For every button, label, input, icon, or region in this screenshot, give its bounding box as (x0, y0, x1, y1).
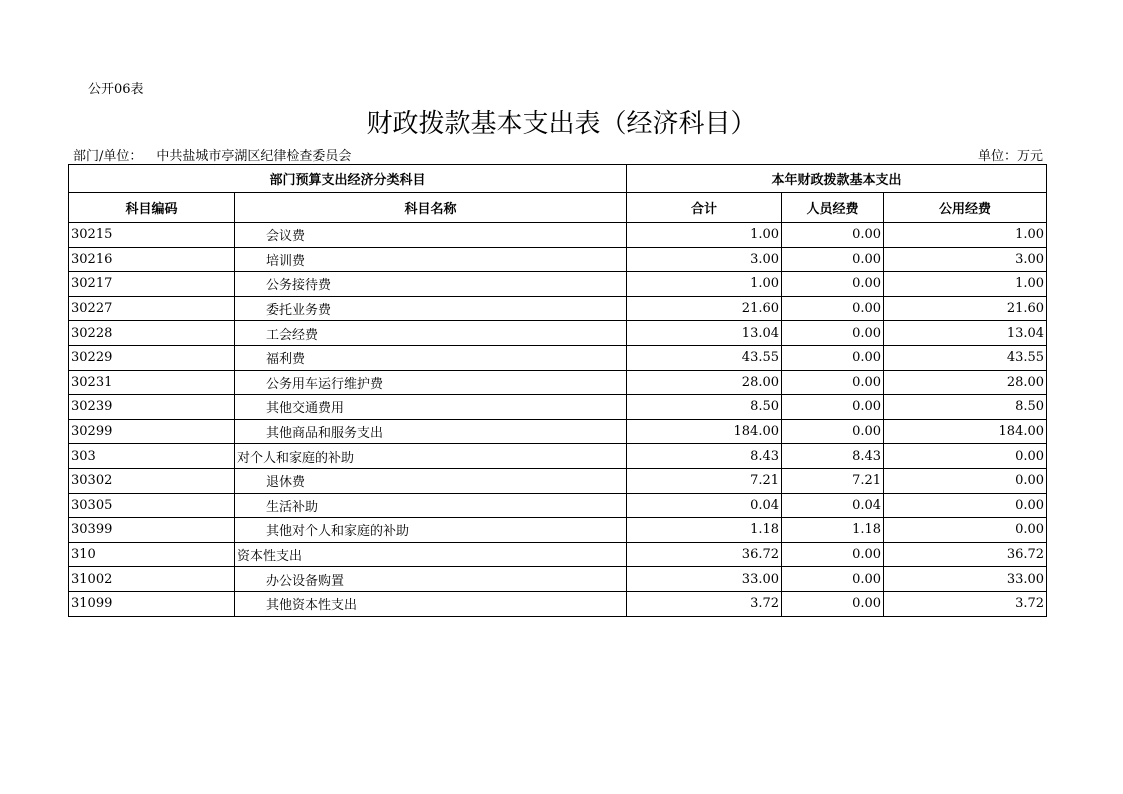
row-personnel: 0.00 (782, 345, 884, 370)
row-personnel: 0.00 (782, 395, 884, 420)
header-total: 合计 (627, 193, 782, 223)
row-personnel: 0.00 (782, 223, 884, 248)
department-line (73, 145, 351, 164)
row-code: 30217 (69, 272, 235, 297)
row-personnel: 0.00 (782, 296, 884, 321)
row-personnel: 0.00 (782, 272, 884, 297)
row-public: 0.00 (884, 444, 1047, 469)
row-name: 公务接待费 (235, 272, 627, 297)
header-group-basic-expenditure: 本年财政拨款基本支出 (627, 165, 1047, 193)
header-name: 科目名称 (235, 193, 627, 223)
row-personnel: 0.00 (782, 321, 884, 346)
row-name: 其他对个人和家庭的补助 (235, 518, 627, 543)
header-group-classification: 部门预算支出经济分类科目 (69, 165, 627, 193)
table-row (69, 419, 1047, 444)
table-row (69, 468, 1047, 493)
unit-label: 单位：万元 (977, 149, 1043, 164)
row-personnel: 0.04 (782, 493, 884, 518)
row-total: 3.72 (627, 591, 782, 616)
row-name: 会议费 (235, 223, 627, 248)
row-personnel: 0.00 (782, 370, 884, 395)
table-row (69, 321, 1047, 346)
row-name: 其他资本性支出 (235, 591, 627, 616)
table-row (69, 395, 1047, 420)
row-personnel: 8.43 (782, 444, 884, 469)
row-name: 资本性支出 (235, 542, 627, 567)
row-public: 3.72 (884, 591, 1047, 616)
row-name: 退休费 (235, 468, 627, 493)
row-public: 8.50 (884, 395, 1047, 420)
row-name: 培训费 (235, 247, 627, 272)
header-public: 公用经费 (884, 193, 1047, 223)
row-code: 31002 (69, 567, 235, 592)
table-row (69, 272, 1047, 297)
row-public: 1.00 (884, 223, 1047, 248)
row-name: 对个人和家庭的补助 (235, 444, 627, 469)
row-public: 0.00 (884, 493, 1047, 518)
row-total: 13.04 (627, 321, 782, 346)
row-code: 30228 (69, 321, 235, 346)
row-code: 30227 (69, 296, 235, 321)
row-public: 36.72 (884, 542, 1047, 567)
row-personnel: 1.18 (782, 518, 884, 543)
row-public: 0.00 (884, 518, 1047, 543)
table-row (69, 591, 1047, 616)
table-row (69, 296, 1047, 321)
row-name: 其他交通费用 (235, 395, 627, 420)
table-row (69, 518, 1047, 543)
row-public: 184.00 (884, 419, 1047, 444)
row-public: 13.04 (884, 321, 1047, 346)
row-code: 303 (69, 444, 235, 469)
row-public: 21.60 (884, 296, 1047, 321)
row-total: 28.00 (627, 370, 782, 395)
table-row (69, 567, 1047, 592)
row-personnel: 0.00 (782, 542, 884, 567)
expenditure-table (68, 164, 1047, 617)
row-public: 0.00 (884, 468, 1047, 493)
row-code: 30302 (69, 468, 235, 493)
department-name: 中共盐城市亭湖区纪律检查委员会 (156, 149, 352, 164)
row-code: 30239 (69, 395, 235, 420)
row-code: 30231 (69, 370, 235, 395)
row-name: 办公设备购置 (235, 567, 627, 592)
row-personnel: 0.00 (782, 567, 884, 592)
row-name: 生活补助 (235, 493, 627, 518)
table-row (69, 370, 1047, 395)
row-name: 福利费 (235, 345, 627, 370)
row-public: 3.00 (884, 247, 1047, 272)
row-personnel: 0.00 (782, 591, 884, 616)
row-code: 30229 (69, 345, 235, 370)
row-code: 310 (69, 542, 235, 567)
table-row (69, 542, 1047, 567)
table-body (69, 223, 1047, 617)
row-total: 36.72 (627, 542, 782, 567)
department-label: 部门/单位： (73, 149, 143, 164)
header-code: 科目编码 (69, 193, 235, 223)
row-total: 8.50 (627, 395, 782, 420)
row-total: 21.60 (627, 296, 782, 321)
row-total: 3.00 (627, 247, 782, 272)
row-name: 其他商品和服务支出 (235, 419, 627, 444)
row-total: 0.04 (627, 493, 782, 518)
page-title: 财政拨款基本支出表（经济科目） (366, 109, 757, 139)
table-row (69, 444, 1047, 469)
table-row (69, 223, 1047, 248)
table-row (69, 247, 1047, 272)
row-code: 31099 (69, 591, 235, 616)
row-total: 33.00 (627, 567, 782, 592)
row-name: 工会经费 (235, 321, 627, 346)
header-personnel: 人员经费 (782, 193, 884, 223)
row-personnel: 0.00 (782, 419, 884, 444)
row-public: 33.00 (884, 567, 1047, 592)
table-row (69, 493, 1047, 518)
table-row (69, 345, 1047, 370)
row-total: 1.00 (627, 223, 782, 248)
row-name: 公务用车运行维护费 (235, 370, 627, 395)
row-total: 8.43 (627, 444, 782, 469)
row-code: 30299 (69, 419, 235, 444)
row-total: 7.21 (627, 468, 782, 493)
row-code: 30399 (69, 518, 235, 543)
row-total: 1.18 (627, 518, 782, 543)
row-personnel: 7.21 (782, 468, 884, 493)
form-number: 公开06表 (88, 82, 144, 97)
row-public: 43.55 (884, 345, 1047, 370)
row-code: 30305 (69, 493, 235, 518)
row-personnel: 0.00 (782, 247, 884, 272)
row-public: 28.00 (884, 370, 1047, 395)
row-total: 1.00 (627, 272, 782, 297)
row-code: 30216 (69, 247, 235, 272)
row-total: 184.00 (627, 419, 782, 444)
row-code: 30215 (69, 223, 235, 248)
row-name: 委托业务费 (235, 296, 627, 321)
row-public: 1.00 (884, 272, 1047, 297)
row-total: 43.55 (627, 345, 782, 370)
